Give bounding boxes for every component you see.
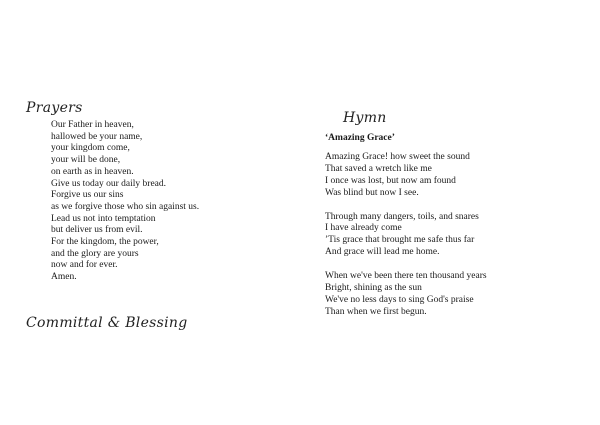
prayer-line: hallowed be your name, xyxy=(51,131,143,142)
hymn-line: I once was lost, but now am found xyxy=(325,175,456,186)
prayers-heading: Prayers xyxy=(26,100,83,116)
hymn-line: When we've been there ten thousand years xyxy=(325,271,487,282)
hymn-stanza xyxy=(325,152,487,200)
hymn-line: And grace will lead me home. xyxy=(325,247,440,258)
prayer-line: Our Father in heaven, xyxy=(51,120,134,130)
hymn-lyrics xyxy=(325,152,487,319)
hymn-line: ’Tis grace that brought me safe thus far xyxy=(325,235,475,246)
hymn-line: That saved a wretch like me xyxy=(325,163,432,174)
hymn-line: Was blind but now I see. xyxy=(325,187,419,198)
prayer-line: and the glory are yours xyxy=(51,248,139,259)
prayer-line: Forgive us our sins xyxy=(51,190,124,201)
prayer-line: Give us today our daily bread. xyxy=(51,178,167,189)
prayer-line: Amen. xyxy=(51,272,77,283)
prayer-line: Lead us not into temptation xyxy=(51,213,156,224)
hymn-title: ‘Amazing Grace’ xyxy=(325,133,395,143)
hymn-line: I have already come xyxy=(325,223,402,234)
hymn-line: Amazing Grace! how sweet the sound xyxy=(325,152,470,162)
committal-blessing-heading: Committal & Blessing xyxy=(26,315,188,331)
prayer-line: your will be done, xyxy=(51,155,121,166)
hymn-stanza xyxy=(325,271,487,319)
prayer-line: on earth as in heaven. xyxy=(51,166,134,177)
prayer-line: now and for ever. xyxy=(51,260,118,271)
hymn-line: We've no less days to sing God's praise xyxy=(325,294,474,305)
hymn-line: Through many dangers, toils, and snares xyxy=(325,211,479,222)
prayer-line: For the kingdom, the power, xyxy=(51,237,159,248)
hymn-stanza xyxy=(325,212,487,260)
prayer-line: as we forgive those who sin against us. xyxy=(51,201,200,212)
hymn-heading: Hymn xyxy=(343,110,387,126)
lords-prayer-text xyxy=(51,120,199,284)
hymn-line: Bright, shining as the sun xyxy=(325,282,422,293)
hymn-line: Than when we first begun. xyxy=(325,306,427,317)
prayer-line: but deliver us from evil. xyxy=(51,225,143,236)
prayer-line: your kingdom come, xyxy=(51,143,130,154)
